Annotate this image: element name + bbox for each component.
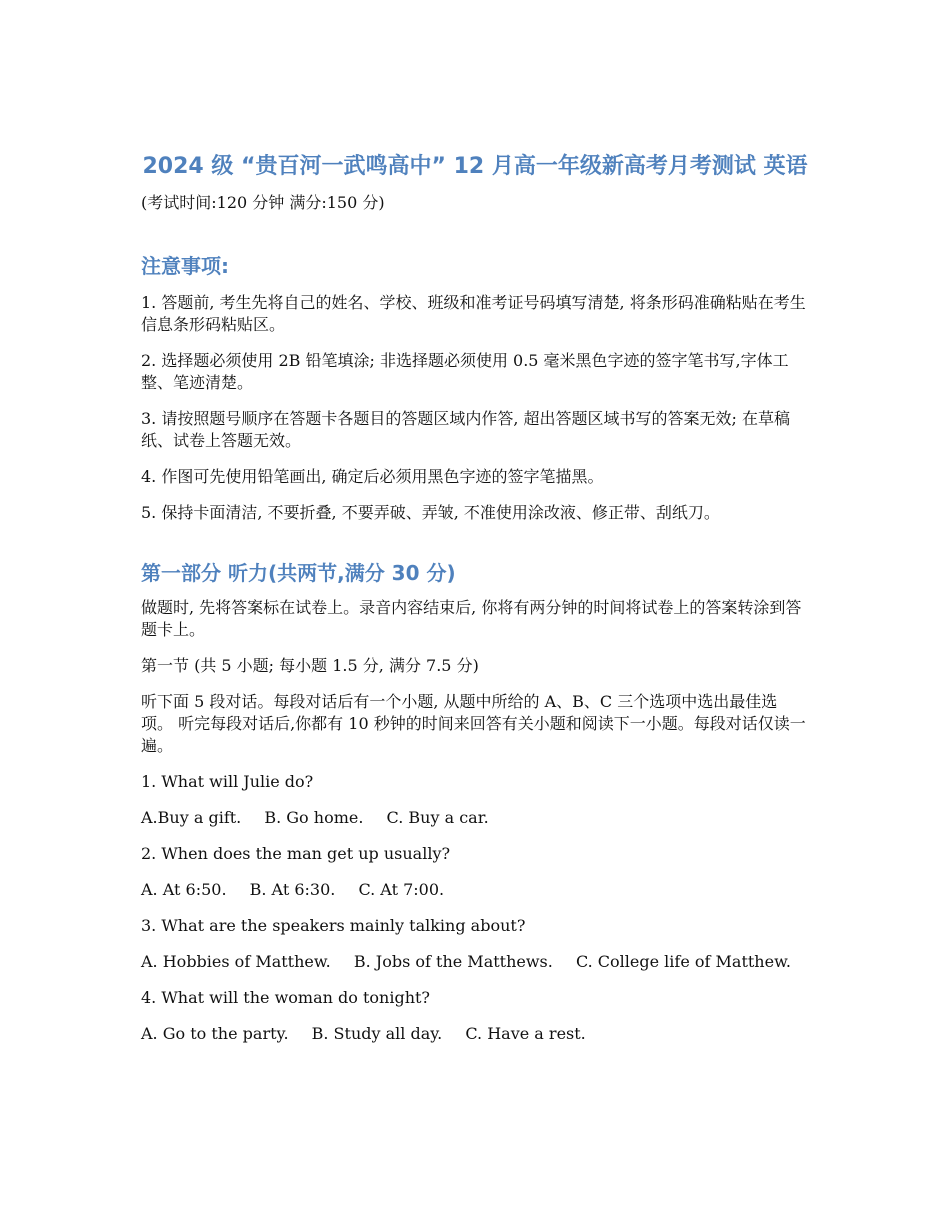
note-item: 2. 选择题必须使用 2B 铅笔填涂; 非选择题必须使用 0.5 毫米黑色字迹的签字笔书写,字体工整、笔迹清楚。 [141, 351, 789, 392]
note-item: 5. 保持卡面清洁, 不要折叠, 不要弄破、弄皱, 不准使用涂改液、修正带、刮纸刀。 [141, 503, 720, 522]
option-a: A. Go to the party. [141, 1024, 289, 1043]
question-1: 1. What will Julie do? [141, 772, 314, 791]
document-page [141, 150, 809, 1045]
option-b: B. Study all day. [311, 1024, 443, 1043]
notes-heading: 注意事项: [141, 254, 229, 278]
option-c: C. College life of Matthew. [575, 952, 791, 971]
option-a: A. Hobbies of Matthew. [141, 952, 331, 971]
note-item: 4. 作图可先使用铅笔画出, 确定后必须用黑色字迹的签字笔描黑。 [141, 467, 604, 486]
option-c: C. Have a rest. [465, 1024, 586, 1043]
exam-info: (考试时间:120 分钟 满分:150 分) [141, 193, 385, 212]
section1-instructions: 听下面 5 段对话。每段对话后有一个小题, 从题中所给的 A、B、C 三个选项中选出最佳选项。 听完每段对话后,你都有 10 秒钟的时间来回答有关小题和阅读下一小题。每段对话仅读一遍。 [141, 692, 806, 755]
option-b: B. Jobs of the Matthews. [353, 952, 553, 971]
option-b: B. At 6:30. [249, 880, 336, 899]
question-1-options [141, 807, 809, 829]
question-3-options [141, 951, 809, 973]
question-2: 2. When does the man get up usually? [141, 844, 451, 863]
question-list [141, 771, 809, 1045]
option-c: C. At 7:00. [358, 880, 445, 899]
part1-heading: 第一部分 听力(共两节,满分 30 分) [141, 561, 456, 585]
notes-list [141, 292, 809, 524]
part1-intro: 做题时, 先将答案标在试卷上。录音内容结束后, 你将有两分钟的时间将试卷上的答案转涂到答题卡上。 [141, 598, 802, 639]
section1-title: 第一节 (共 5 小题; 每小题 1.5 分, 满分 7.5 分) [141, 656, 479, 675]
option-a: A.Buy a gift. [141, 808, 242, 827]
note-item: 3. 请按照题号顺序在答题卡各题目的答题区域内作答, 超出答题区域书写的答案无效; 在草稿纸、试卷上答题无效。 [141, 409, 791, 450]
page-title: 2024 级 “贵百河一武鸣高中” 12 月高一年级新高考月考测试 英语 [142, 154, 808, 179]
option-c: C. Buy a car. [386, 808, 489, 827]
part1-body [141, 597, 809, 757]
question-4-options [141, 1023, 809, 1045]
question-3: 3. What are the speakers mainly talking about? [141, 916, 526, 935]
note-item: 1. 答题前, 考生先将自己的姓名、学校、班级和准考证号码填写清楚, 将条形码准确粘贴在考生信息条形码粘贴区。 [141, 293, 806, 334]
question-2-options [141, 879, 809, 901]
option-b: B. Go home. [264, 808, 364, 827]
question-4: 4. What will the woman do tonight? [141, 988, 431, 1007]
option-a: A. At 6:50. [141, 880, 227, 899]
